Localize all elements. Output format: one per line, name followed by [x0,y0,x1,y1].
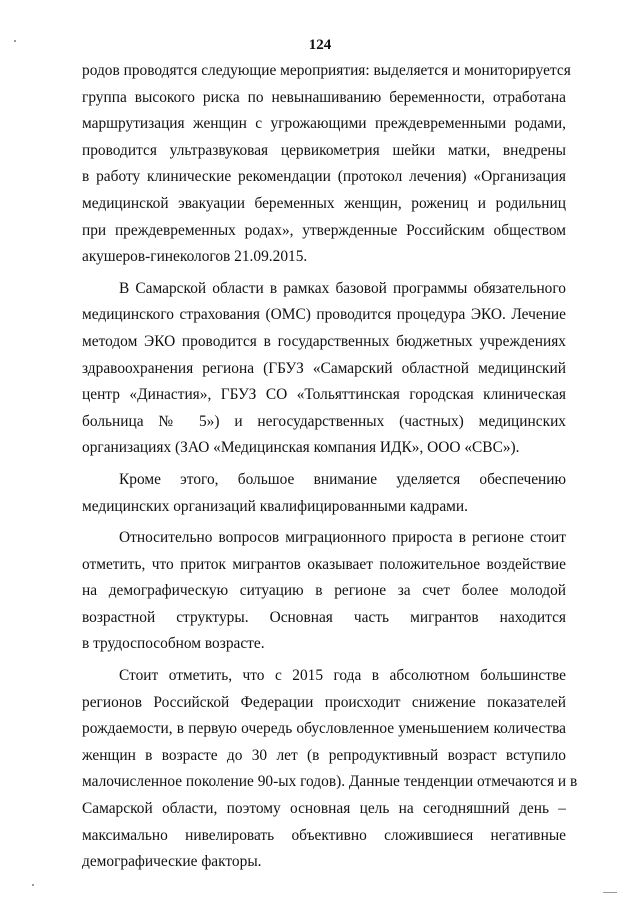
text-line: на демографическую ситуацию в регионе за счет более молодой [82,582,566,600]
scan-artifact [603,892,617,893]
text-line: рождаемости, в первую очередь обусловленное уменьшением количества [82,720,566,738]
scan-artifact [32,884,34,886]
text-line: медицинской эвакуации беременных женщин, рожениц и родильниц [82,194,566,212]
text-line: маршрутизация женщин с угрожающими преждевременными родами, [82,115,566,133]
text-line: возрастной структуры. Основная часть мигрантов находится [82,608,566,626]
text-line: В Самарской области в рамках базовой программы обязательного [119,279,566,297]
paragraph [82,663,578,876]
text-line: организациях (ЗАО «Медицинская компания ИДК», ООО «СВС»). [82,439,520,457]
text-line: здравоохранения региона (ГБУЗ «Самарский областной медицинский [82,359,566,377]
text-line: Относительно вопросов миграционного прироста в регионе стоит [119,529,566,547]
text-line: демографические факторы. [82,853,262,871]
text-line: методом ЭКО проводится в государственных бюджетных учреждениях [82,332,566,350]
text-line: родов проводятся следующие мероприятия: выделяется и мониторируется [82,62,571,79]
text-line: медицинского страхования (ОМС) проводится процедура ЭКО. Лечение [82,306,566,324]
text-line: при преждевременных родах», утвержденные Российским обществом [82,221,566,239]
text-line: группа высокого риска по невынашиванию беременности, отработана [82,88,566,106]
text-line: медицинских организаций квалифицированными кадрами. [82,497,468,515]
document-body [82,58,578,876]
text-line: женщин в возрасте до 30 лет (в репродуктивный возраст вступило [82,746,566,764]
paragraph [82,525,566,658]
text-line: Стоит отметить, что с 2015 года в абсолютном большинстве [119,667,566,685]
page-number: 124 [308,37,332,53]
paragraph [82,276,566,462]
text-line: в работу клинические рекомендации (протокол лечения) «Организация [82,168,566,186]
paragraph [82,467,566,520]
text-line: проводится ультразвуковая цервикометрия шейки матки, внедрены [82,141,566,159]
text-line: отметить, что приток мигрантов оказывает положительное воздействие [82,555,566,573]
text-line: центр «Династия», ГБУЗ СО «Тольяттинская городская клиническая [82,386,566,404]
text-line: регионов Российской Федерации происходит снижение показателей [82,693,566,711]
text-line: Кроме этого, большое внимание уделяется обеспечению [119,470,566,488]
text-line: акушеров-гинекологов 21.09.2015. [82,248,308,266]
text-line: больница № 5») и негосударственных (частных) медицинских [82,412,566,430]
text-line: максимально нивелировать объективно сложившиеся негативные [82,826,566,844]
text-line: малочисленное поколение 90-ых годов). Данные тенденции отмечаются и в [82,773,578,791]
text-line: в трудоспособном возрасте. [82,635,265,653]
text-line: Самарской области, поэтому основная цель на сегодняшний день – [82,800,566,818]
paragraph [82,58,571,271]
